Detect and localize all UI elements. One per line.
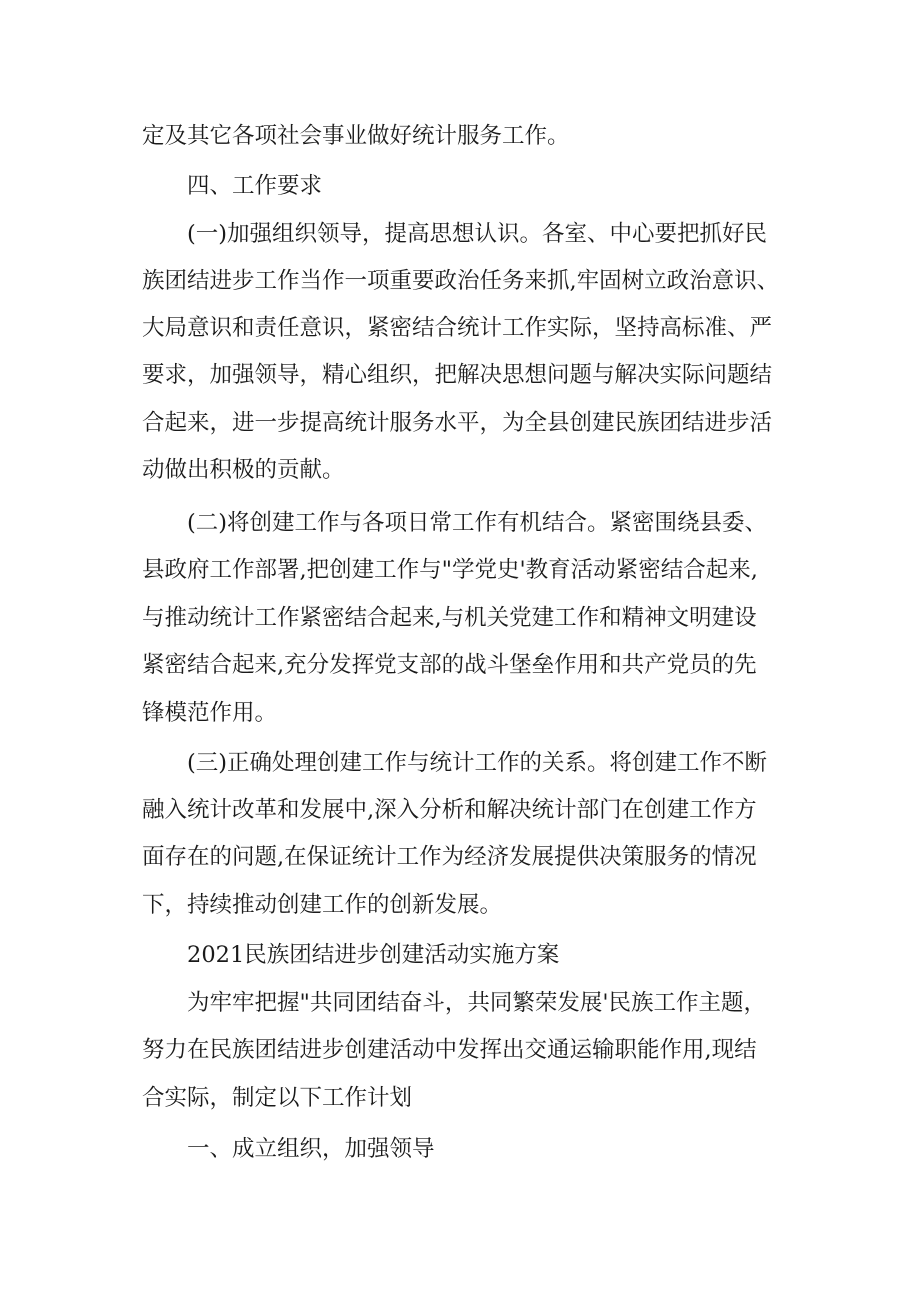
body-text-line: 与推动统计工作紧密结合起来,与机关党建工作和精神文明建设 <box>142 605 757 631</box>
body-text-line: 要求，加强领导，精心组织，把解决思想问题与解决实际问题结 <box>142 362 773 388</box>
section-heading: 四、工作要求 <box>187 173 323 199</box>
body-text-line: 努力在民族团结进步创建活动中发挥出交通运输职能作用,现结 <box>142 1037 757 1063</box>
body-text-line: 为牢牢把握"共同团结奋斗，共同繁荣发展'民族工作主题， <box>187 990 767 1016</box>
body-text-line: 族团结进步工作当作一项重要政治任务来抓,牢固树立政治意识、 <box>142 268 780 294</box>
body-text-line: 动做出积极的贡献。 <box>142 457 345 483</box>
body-text-line: 面存在的问题,在保证统计工作为经济发展提供决策服务的情况 <box>142 844 757 870</box>
body-text-line: 合实际，制定以下工作计划 <box>142 1085 413 1111</box>
body-text-line: 合起来，进一步提高统计服务水平，为全县创建民族团结进步活 <box>142 410 773 436</box>
body-text-line: (三)正确处理创建工作与统计工作的关系。将创建工作不断 <box>187 750 768 776</box>
document-title: 2021民族团结进步创建活动实施方案 <box>187 942 560 968</box>
body-text-line: 锋模范作用。 <box>142 700 278 726</box>
body-text-line: 融入统计改革和发展中,深入分析和解决统计部门在创建工作方 <box>142 797 757 823</box>
section-heading: 一、成立组织，加强领导 <box>187 1136 435 1162</box>
body-text-line: (二)将创建工作与各项日常工作有机结合。紧密围绕县委、 <box>187 510 768 536</box>
body-text-line: 大局意识和责任意识，紧密结合统计工作实际，坚持高标准、严 <box>142 315 773 341</box>
body-text-line: (一)加强组织领导，提高思想认识。各室、中心要把抓好民 <box>187 221 768 247</box>
body-text-line: 县政府工作部署,把创建工作与"学党史'教育活动紧密结合起来, <box>142 557 758 583</box>
body-text-line: 紧密结合起来,充分发挥党支部的战斗堡垒作用和共产党员的先 <box>142 652 757 678</box>
body-text-line: 定及其它各项社会事业做好统计服务工作。 <box>142 123 570 149</box>
body-text-line: 下，持续推动创建工作的创新发展。 <box>142 892 503 918</box>
